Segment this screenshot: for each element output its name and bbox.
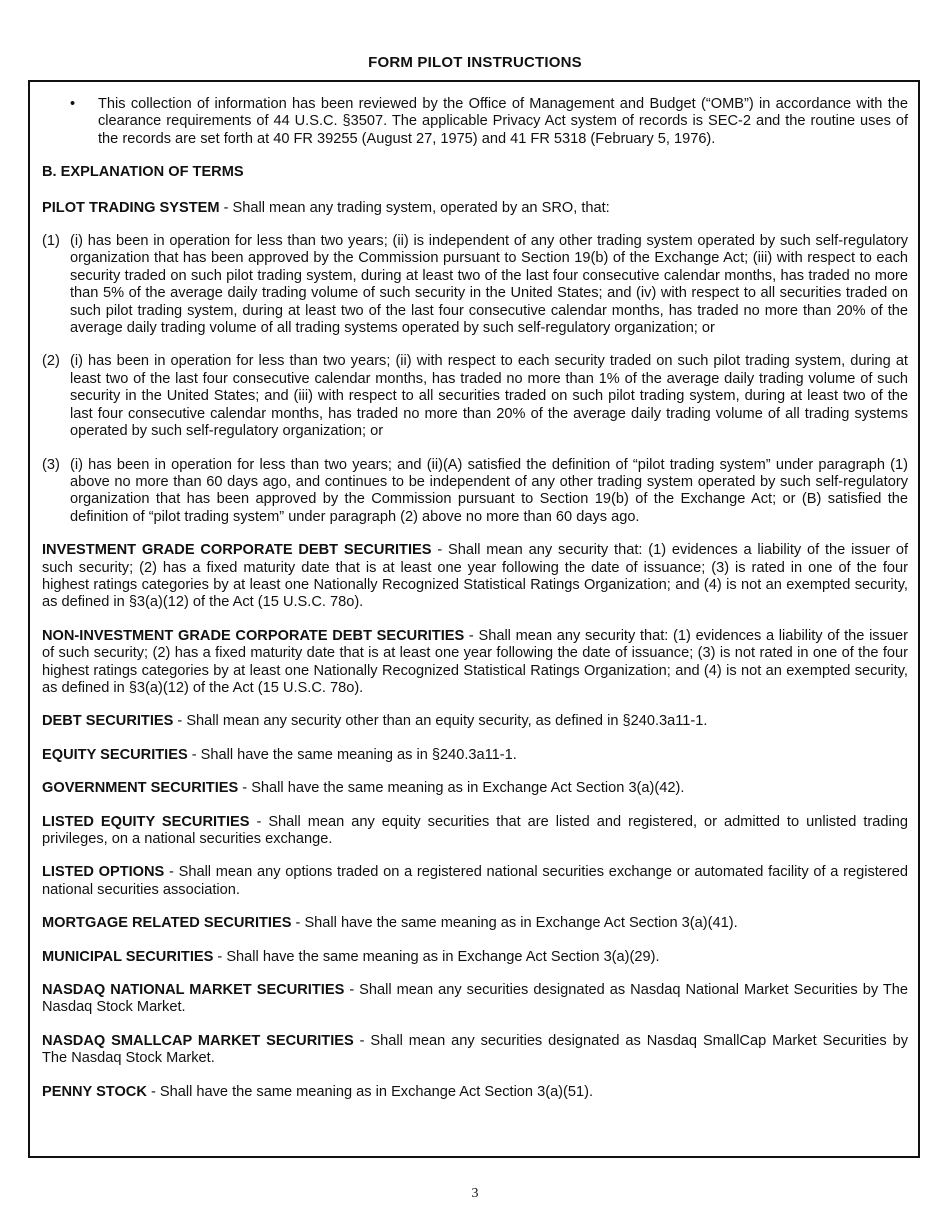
section-heading: B. EXPLANATION OF TERMS bbox=[42, 164, 244, 181]
item-number: (1) bbox=[42, 233, 60, 250]
bullet-icon: • bbox=[70, 96, 76, 112]
term-definition-entry bbox=[42, 542, 908, 612]
item-text: (i) has been in operation for less than two years; (ii) with respect to each security traded on such pilot trading system, during at least two of the last four consecutive calendar months, has traded no more than 1% of the average daily trading volume of such security in the United States; and (iii) with respect to all securities traded on such pilot trading system, during at least two of the last four consecutive calendar months, has traded no more than 20% of the average daily trading volume of all trading systems operated by such self-regulatory organization; or bbox=[70, 353, 908, 440]
term-definition-entry bbox=[42, 713, 908, 730]
term-definition-entry bbox=[42, 814, 908, 849]
omb-notice-text: This collection of information has been reviewed by the Office of Management and Budget (“OMB”) in accordance with the clearance requirements of 44 U.S.C. §3507. The applicable Privacy Act system of records is SEC-2 and the routine uses of the records are set forth at 40 FR 39255 (August 27, 1975) and 41 FR 5318 (February 5, 1976). bbox=[98, 96, 908, 147]
term-pilot-trading-system bbox=[42, 200, 908, 217]
term-definition-entry bbox=[42, 864, 908, 899]
term-definition: - Shall have the same meaning as in Exchange Act Section 3(a)(51). bbox=[146, 1083, 594, 1100]
term-name: NASDAQ SMALLCAP MARKET SECURITIES bbox=[42, 1032, 354, 1049]
item-text: (i) has been in operation for less than two years; and (ii)(A) satisfied the definition of “pilot trading system” under paragraph (1) above no more than 60 days ago, and continues to be independent of any other trading system operated by such self-regulatory organization that has been approved by the Commission pursuant to Section 19(b) of the Exchange Act; or (B) satisfied the definition of “pilot trading system” under paragraph (2) above no more than 60 days ago. bbox=[70, 456, 908, 525]
page-title: FORM PILOT INSTRUCTIONS bbox=[368, 54, 582, 71]
term-name: MORTGAGE RELATED SECURITIES bbox=[42, 915, 292, 932]
item-text: (i) has been in operation for less than two years; (ii) is independent of any other trading system operated by such self-regulatory organization that has been approved by the Commission pursuant to Section 19(b) of the Exchange Act; (iii) with respect to each security traded on such pilot trading system, during at least two of the last four consecutive calendar months, has traded no more than 5% of the average daily trading volume of such security in the United States; and (iv) with respect to all securities traded on such pilot trading system, during at least two of the last four consecutive calendar months, has traded no more than 20% of the average daily trading volume of all trading systems operated by such self-regulatory organization; or bbox=[70, 233, 908, 337]
pilot-criteria-item bbox=[42, 353, 908, 440]
term-name: NASDAQ NATIONAL MARKET SECURITIES bbox=[42, 982, 345, 999]
term-name: LISTED OPTIONS bbox=[42, 864, 165, 881]
term-definition: - Shall mean any options traded on a registered national securities exchange or automated facility of a registered national securities association. bbox=[42, 864, 909, 898]
page-number: 3 bbox=[471, 1186, 479, 1201]
term-name: PILOT TRADING SYSTEM bbox=[42, 199, 220, 216]
term-definition-entry bbox=[42, 949, 908, 966]
term-definition: - Shall mean any securities designated as Nasdaq National Market Securities by The Nasdaq Stock Market. bbox=[42, 982, 908, 1016]
item-number: (3) bbox=[42, 456, 60, 473]
term-definition-entry bbox=[42, 915, 908, 932]
pilot-criteria-item bbox=[42, 457, 908, 527]
term-definition: - Shall mean any securities designated as Nasdaq SmallCap Market Securities by The Nasdaq Stock Market. bbox=[42, 1032, 908, 1067]
omb-notice bbox=[42, 96, 908, 148]
term-name: INVESTMENT GRADE CORPORATE DEBT SECURITIES bbox=[42, 542, 432, 559]
document-body bbox=[42, 96, 908, 1117]
pilot-criteria-item bbox=[42, 233, 908, 337]
term-definition-entry bbox=[42, 982, 908, 1017]
term-definition: - Shall have the same meaning as in Exchange Act Section 3(a)(29). bbox=[213, 948, 660, 965]
term-definition: - Shall have the same meaning as in Exchange Act Section 3(a)(41). bbox=[291, 915, 738, 932]
term-definition: - Shall mean any trading system, operated by an SRO, that: bbox=[219, 199, 610, 216]
term-definition: - Shall mean any security that: (1) evidences a liability of the issuer of such security; (2) has a fixed maturity date that is at least one year following the date of issuance; (3) is rated in one of the four highest ratings categories by at least one Nationally Recognized Statistical Ratings Organization; and (4) is not an exempted security, as defined in §3(a)(12) of the Act (15 U.S.C. 78o). bbox=[42, 542, 909, 611]
term-definition: - Shall have the same meaning as in Exchange Act Section 3(a)(42). bbox=[238, 780, 685, 797]
term-name: GOVERNMENT SECURITIES bbox=[42, 780, 239, 797]
term-definition-entry bbox=[42, 747, 908, 764]
item-number: (2) bbox=[42, 353, 60, 370]
term-definition-entry bbox=[42, 780, 908, 797]
term-name: MUNICIPAL SECURITIES bbox=[42, 948, 214, 965]
term-name: EQUITY SECURITIES bbox=[42, 746, 188, 763]
term-name: PENNY STOCK bbox=[42, 1083, 147, 1100]
term-definition-entry bbox=[42, 628, 908, 698]
term-definition-entry bbox=[42, 1084, 908, 1101]
term-name: DEBT SECURITIES bbox=[42, 713, 174, 730]
term-definition: - Shall mean any security other than an equity security, as defined in §240.3a11-1. bbox=[173, 713, 708, 730]
term-definition: - Shall mean any security that: (1) evidences a liability of the issuer of such security; (2) has a fixed maturity date that is at least one year following the date of issuance; (3) is not rated in one of the four highest ratings categories by at least one Nationally Recognized Statistical Ratings Organization; and (4) is not an exempted security, as defined in §3(a)(12) of the Act (15 U.S.C. 78o). bbox=[42, 627, 908, 696]
term-name: NON-INVESTMENT GRADE CORPORATE DEBT SECURITIES bbox=[42, 627, 465, 644]
term-name: LISTED EQUITY SECURITIES bbox=[42, 813, 250, 830]
term-definition-entry bbox=[42, 1033, 908, 1068]
term-definition: - Shall mean any equity securities that are listed and registered, or admitted to unlisted trading privileges, on a national securities exchange. bbox=[42, 813, 908, 847]
term-definition: - Shall have the same meaning as in §240.3a11-1. bbox=[187, 746, 517, 763]
